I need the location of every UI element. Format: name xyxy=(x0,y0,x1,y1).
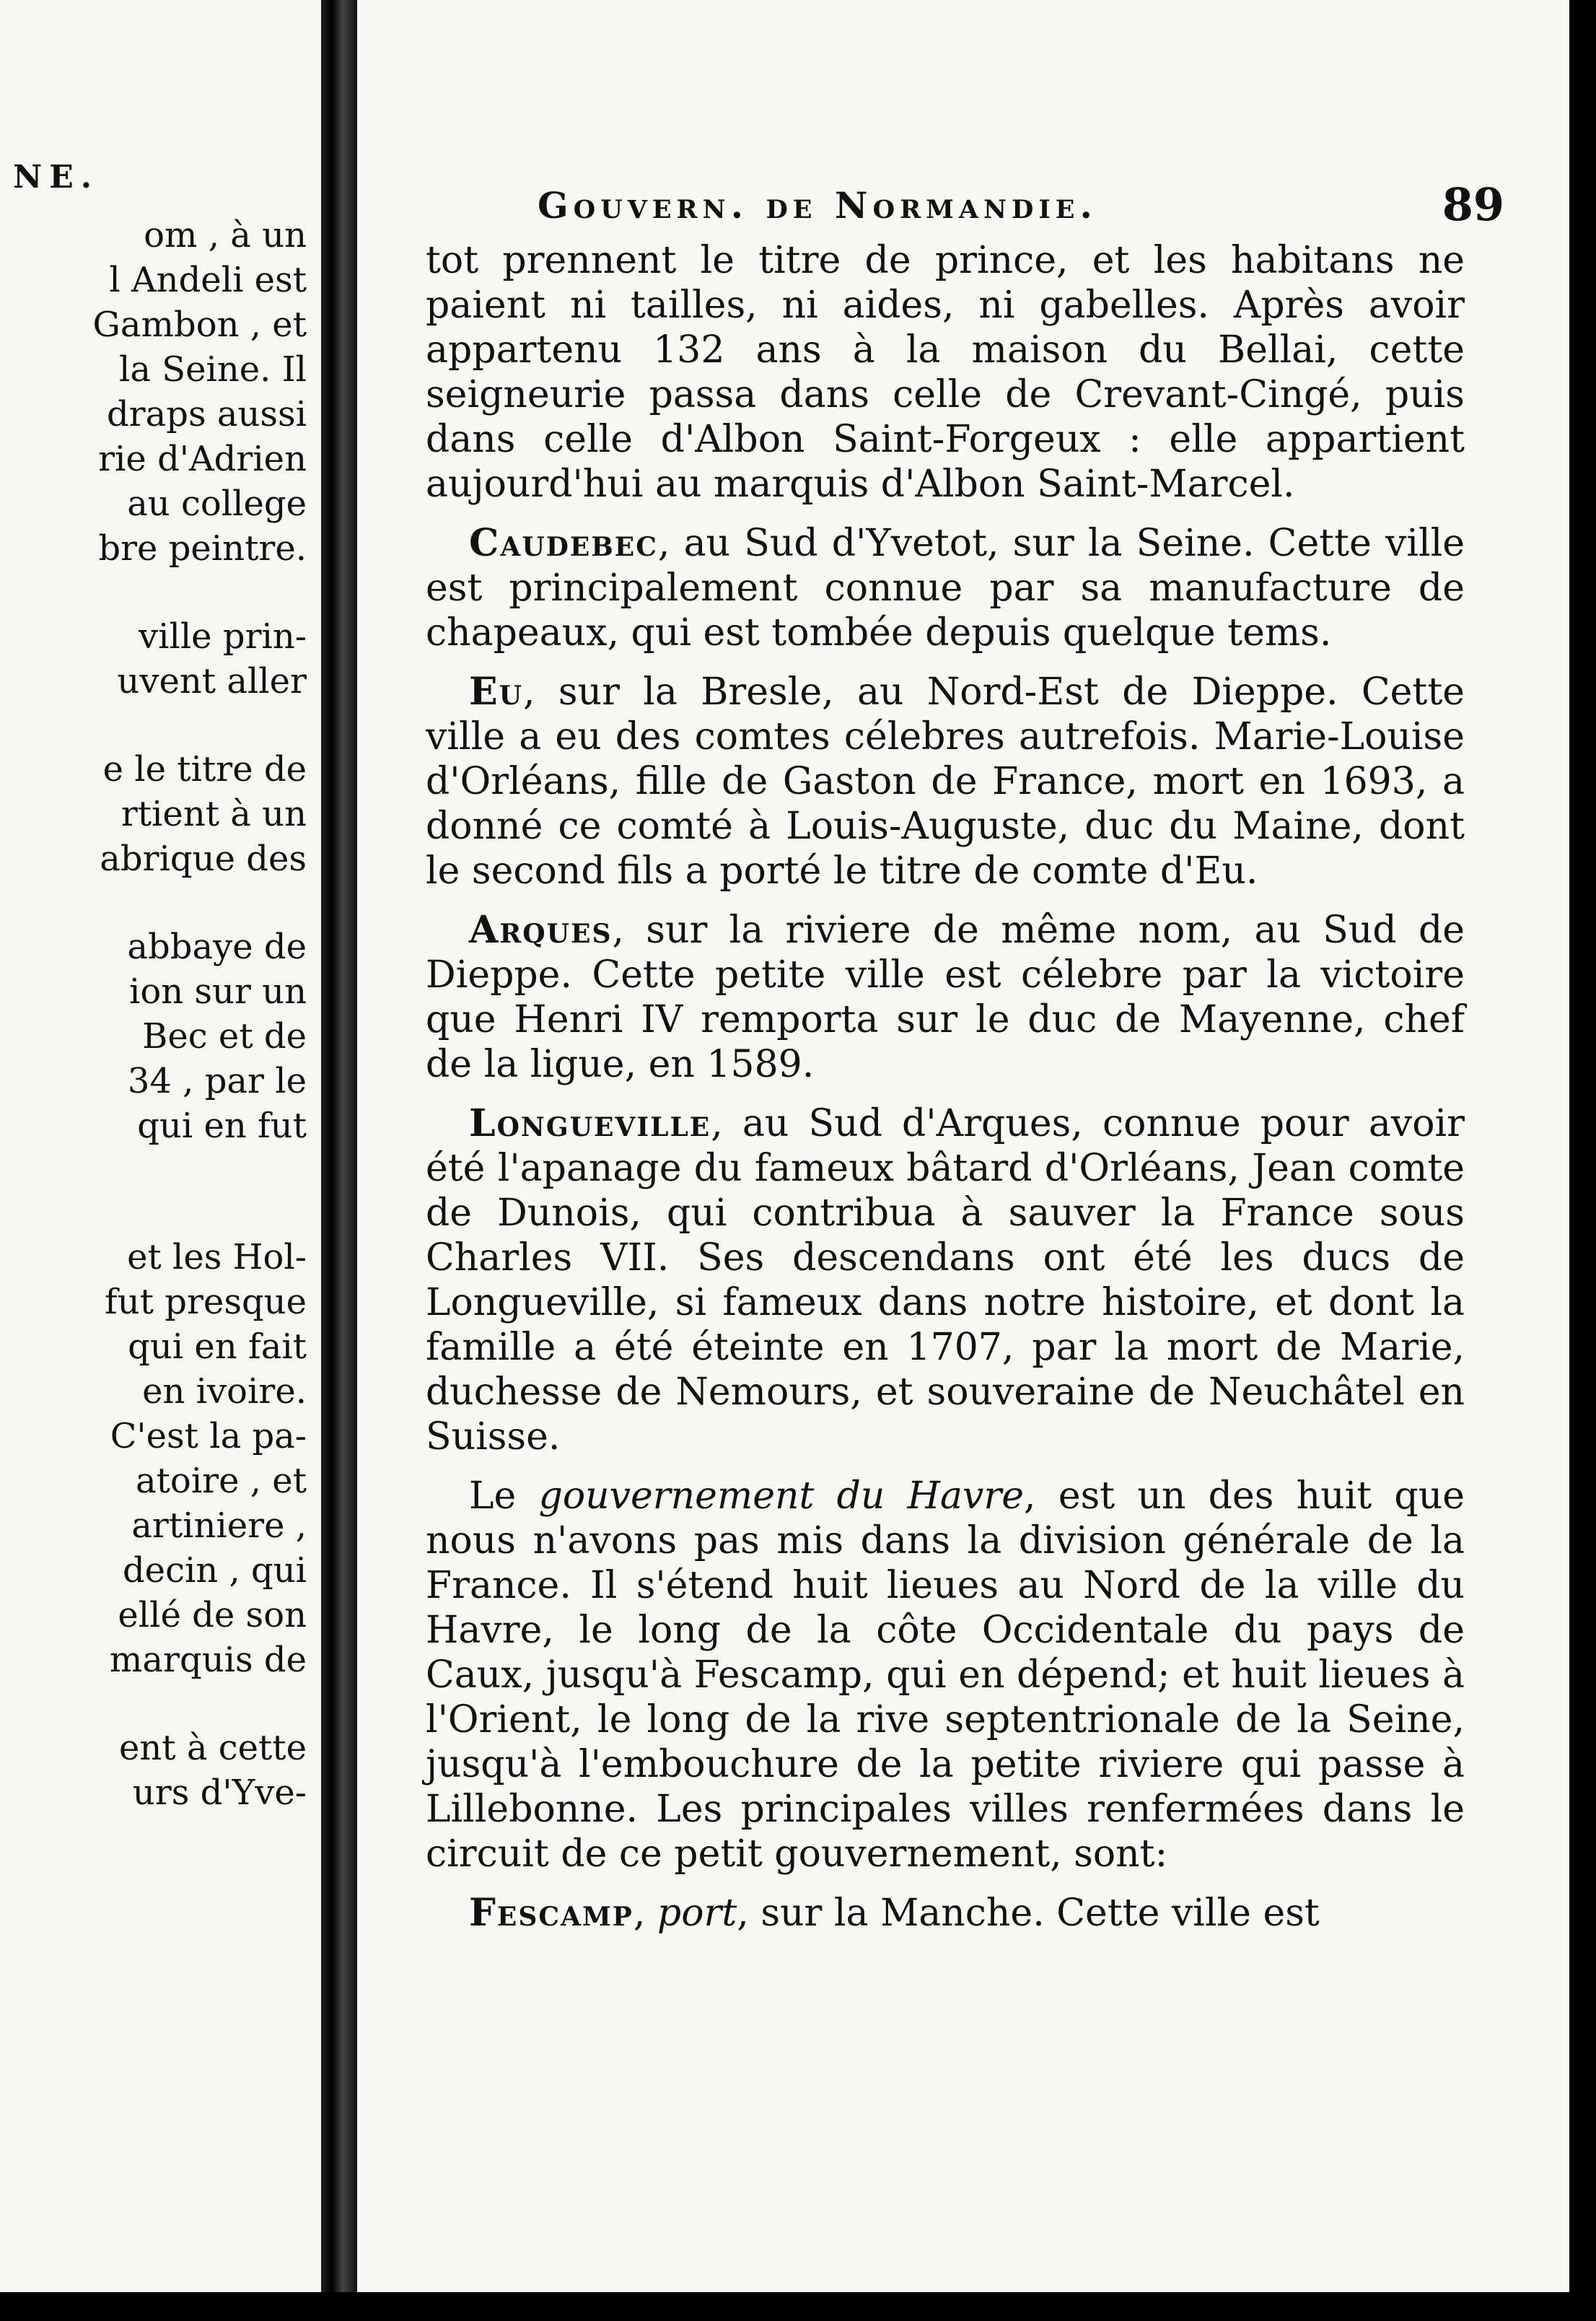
left-line: ville prin- xyxy=(139,616,307,657)
left-line: Bec et de xyxy=(142,1016,307,1057)
left-line: ion sur un xyxy=(129,971,307,1012)
left-line: qui en fait xyxy=(128,1326,307,1367)
left-line: 34 , par le xyxy=(127,1061,307,1101)
paragraph-prefix: Le xyxy=(469,1474,539,1518)
book-spine-gutter xyxy=(321,0,357,2321)
left-line: ent à cette xyxy=(118,1728,307,1768)
place-name: Fescamp xyxy=(469,1891,633,1935)
body-text xyxy=(426,238,1465,1950)
left-gap xyxy=(4,704,307,747)
paragraph-havre xyxy=(426,1474,1465,1876)
left-line: qui en fut xyxy=(137,1106,307,1146)
right-page xyxy=(357,0,1569,2321)
left-line: bre peintre. xyxy=(98,528,307,569)
left-gap xyxy=(4,1682,307,1726)
italic-term: gouvernement du Havre xyxy=(538,1474,1025,1518)
left-gap xyxy=(4,1148,307,1192)
left-line: l Andeli est xyxy=(109,260,307,300)
paragraph-eu xyxy=(426,670,1465,893)
paragraph-text: , est un des huit que nous n'avons pas mis dans la division générale de la France. Il s'étend huit lieues au Nord de la ville du Havre, le long de la côte Occidentale du pays de Caux, jusqu'à Fescamp, qui en dépend; et huit lieues à l'Orient, le long de la rive septentrionale de la Seine, jusqu'à l'embouchure de la petite riviere qui passe à Lillebonne. Les principales villes renfermées dans le circuit de ce petit gouvernement, sont: xyxy=(426,1474,1465,1876)
left-running-head: NE. xyxy=(13,159,100,196)
paragraph-caudebec xyxy=(426,521,1465,655)
left-line: rtient à un xyxy=(120,794,307,834)
paragraph-text: tot prennent le titre de prince, et les habitans ne paient ni tailles, ni aides, ni gabelles. Après avoir appartenu 132 ans à la maison du Bellai, cette seigneurie passa dans celle de Crevant-Cingé, puis dans celle d'Albon Saint-Forgeux : elle appartient aujourd'hui au marquis d'Albon Saint-Marcel. xyxy=(426,239,1465,506)
left-line: la Seine. Il xyxy=(118,349,307,390)
paragraph-text: , sur la Bresle, au Nord-Est de Dieppe. Cette ville a eu des comtes célebres autrefois. Marie-Louise d'Orléans, fille de Gaston de France, mort en 1693, a donné ce comté à Louis-Auguste, duc du Maine, dont le second fils a porté le titre de comte d'Eu. xyxy=(426,670,1465,893)
left-line: Gambon , et xyxy=(92,305,307,345)
left-line: om , à un xyxy=(144,215,307,255)
place-name: Arques xyxy=(469,908,613,952)
left-line: rie d'Adrien xyxy=(98,439,307,479)
left-line: draps aussi xyxy=(106,394,307,434)
left-line: en ivoire. xyxy=(142,1371,307,1412)
paragraph-text: , au Sud d'Arques, connue pour avoir été l'apanage du fameux bâtard d'Orléans, Jean comte de Dunois, qui contribua à sauver la France sous Charles VII. Ses descendans ont été les ducs de Longueville, si fameux dans notre histoire, et dont la famille a été éteinte en 1707, par la mort de Marie, duchesse de Nemours, et souveraine de Neuchâtel en Suisse. xyxy=(426,1102,1465,1459)
paragraph-fescamp: Fescamp, port, sur la Manche. Cette ville est xyxy=(469,1891,1320,1935)
left-gap xyxy=(4,881,307,925)
left-line: uvent aller xyxy=(117,661,307,701)
left-line: atoire , et xyxy=(136,1461,307,1501)
left-gap xyxy=(4,1192,307,1235)
running-head-title: Gouvern. de Normandie. xyxy=(538,184,1097,227)
left-line: urs d'Yve- xyxy=(132,1773,307,1813)
left-line: artiniere , xyxy=(131,1505,307,1546)
running-head xyxy=(538,178,1548,231)
paragraph-text: , au Sud d'Yvetot, sur la Seine. Cette ville est principalement connue par sa manufacture de chapeaux, qui est tombée depuis quelque tems. xyxy=(426,522,1465,655)
left-line: abbaye de xyxy=(127,927,307,967)
left-line: fut presque xyxy=(105,1282,307,1322)
left-line: marquis de xyxy=(109,1640,307,1680)
left-line: decin , qui xyxy=(122,1550,307,1591)
paragraph-text: , sur la riviere de même nom, au Sud de Dieppe. Cette petite ville est célebre par la victoire que Henri IV remporta sur le duc de Mayenne, chef de la ligue, en 1589. xyxy=(426,909,1465,1086)
left-page-fragment xyxy=(0,0,321,2321)
paragraph-continuation xyxy=(426,238,1465,507)
italic-term: port xyxy=(657,1892,737,1935)
paragraph-text: , sur la Manche. Cette ville est xyxy=(737,1892,1320,1935)
place-name: Caudebec xyxy=(469,521,658,565)
page-number: 89 xyxy=(1442,178,1504,231)
left-line: et les Hol- xyxy=(127,1237,307,1277)
left-line: abrique des xyxy=(100,839,307,879)
place-name: Longueville xyxy=(469,1101,711,1145)
left-gap xyxy=(4,571,307,614)
paragraph-longueville xyxy=(426,1101,1465,1459)
left-line: C'est la pa- xyxy=(110,1416,307,1456)
left-line: ellé de son xyxy=(118,1595,307,1635)
left-text-column xyxy=(4,213,307,1815)
left-line: au college xyxy=(127,484,307,524)
place-name: Eu xyxy=(469,670,524,714)
paragraph-arques xyxy=(426,908,1465,1087)
scan-bottom-edge xyxy=(0,2292,1596,2321)
left-line: e le titre de xyxy=(102,749,307,790)
